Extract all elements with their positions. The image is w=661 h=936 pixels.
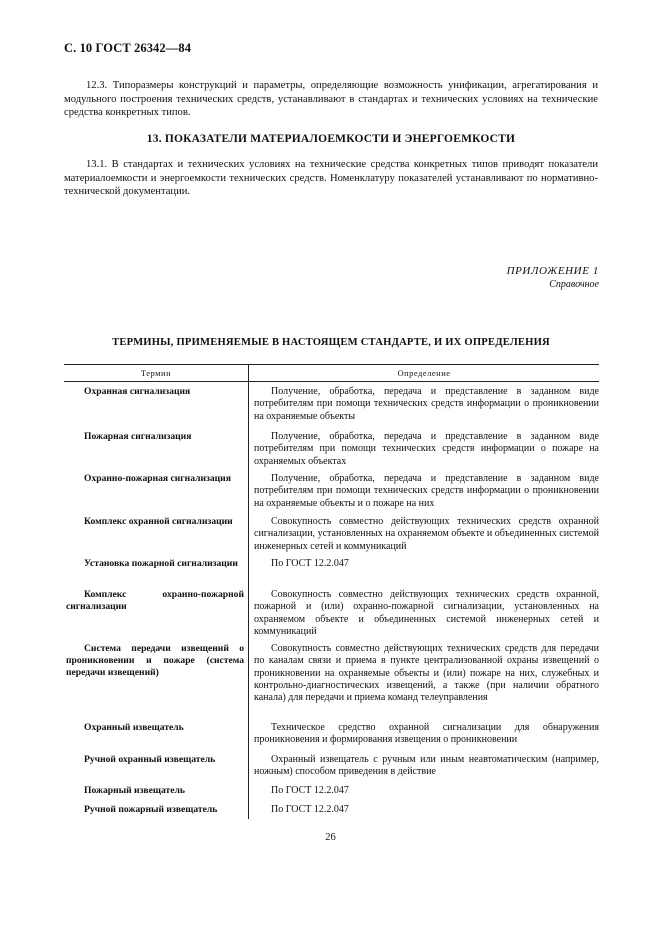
table-row-term: Комплекс охранно-пожарной сигнализации (66, 589, 244, 612)
page-number: 26 (325, 832, 336, 843)
table-top-rule (64, 364, 599, 365)
table-row-term: Установка пожарной сигнализации (84, 558, 238, 569)
appendix-label-block (507, 264, 599, 291)
table-header-rule (64, 381, 599, 382)
appendix-sublabel: Справочное (549, 279, 599, 290)
table-row-definition: Совокупность совместно действующих технических средств охранной, пожарной и (или) охранно-пожарной сигнализации, установленных на охраняемом объекте и объединенных системой инженерных сетей и коммуникаций (254, 589, 599, 637)
column-header-definition: Определение (397, 368, 451, 378)
table-row-term: Система передачи извещений о проникновении и пожаре (система передачи извещений) (66, 643, 244, 678)
terms-table-title: ТЕРМИНЫ, ПРИМЕНЯЕМЫЕ В НАСТОЯЩЕМ СТАНДАРТЕ, И ИХ ОПРЕДЕЛЕНИЯ (112, 337, 550, 348)
table-row-definition: По ГОСТ 12.2.047 (271, 804, 349, 815)
table-row-definition: Получение, обработка, передача и представление в заданном виде потребителям при помощи технических средств информации о проникновении на охраняемые объекты (254, 386, 599, 422)
section-13-title: 13. ПОКАЗАТЕЛИ МАТЕРИАЛОЕМКОСТИ И ЭНЕРГОЕМКОСТИ (146, 133, 516, 145)
table-row-term: Охранный извещатель (84, 722, 184, 733)
paragraph-13-1: 13.1. В стандартах и технических условиях на технические средства конкретных типов приводят показатели материалоемкости и энергоемкости технических средств. Номенклатуру показателей устанавливают по нормативно-технической документации. (64, 159, 598, 197)
table-column-divider (248, 365, 249, 819)
table-row-term: Охранная сигнализация (84, 386, 191, 397)
table-row-definition: Получение, обработка, передача и представление в заданном виде потребителям при помощи технических средств информации о проникновении на охраняемые объекты и о пожаре на них (254, 473, 599, 509)
table-row-term: Ручной пожарный извещатель (84, 804, 218, 815)
table-row-term: Охранно-пожарная сигнализация (84, 473, 231, 484)
table-row-term: Пожарная сигнализация (84, 431, 192, 442)
page-header: С. 10 ГОСТ 26342—84 (64, 41, 192, 55)
table-row-definition: Техническое средство охранной сигнализации для обнаружения проникновения и формирования извещения о проникновении (254, 722, 599, 746)
column-header-term: Термин (140, 368, 172, 378)
table-row-definition: По ГОСТ 12.2.047 (271, 785, 349, 796)
appendix-label: ПРИЛОЖЕНИЕ 1 (506, 265, 599, 277)
table-row-term: Пожарный извещатель (84, 785, 185, 796)
table-row-definition: По ГОСТ 12.2.047 (271, 558, 349, 569)
paragraph-12-3: 12.3. Типоразмеры конструкций и параметры, определяющие возможность унификации, агрегатирования и модульного построения технических средств, устанавливают в стандартах и технических условиях на технические средства конкретных типов. (64, 80, 598, 118)
table-row-term: Комплекс охранной сигнализации (84, 516, 233, 527)
table-row-definition: Совокупность совместно действующих технических средств охранной сигнализации, установленных на охраняемом объекте и объединенных системой инженерных сетей и коммуникаций (254, 516, 599, 552)
table-row-term: Ручной охранный извещатель (84, 754, 216, 765)
table-row-definition: Получение, обработка, передача и представление в заданном виде потребителям при помощи технических средств информации о пожаре на охраняемых объектах (254, 431, 599, 467)
table-row-definition: Совокупность совместно действующих технических средств для передачи по каналам связи и приема в пункте централизованной охраны извещений о проникновении на охраняемые объекты и (или) пожаре на них, служебных и контрольно-диагностических извещений, а также (при наличии обратного канала) для передачи и приема команд телеуправления (254, 643, 599, 704)
table-row-definition: Охранный извещатель с ручным или иным неавтоматическим (например, ножным) способом приведения в действие (254, 754, 599, 778)
